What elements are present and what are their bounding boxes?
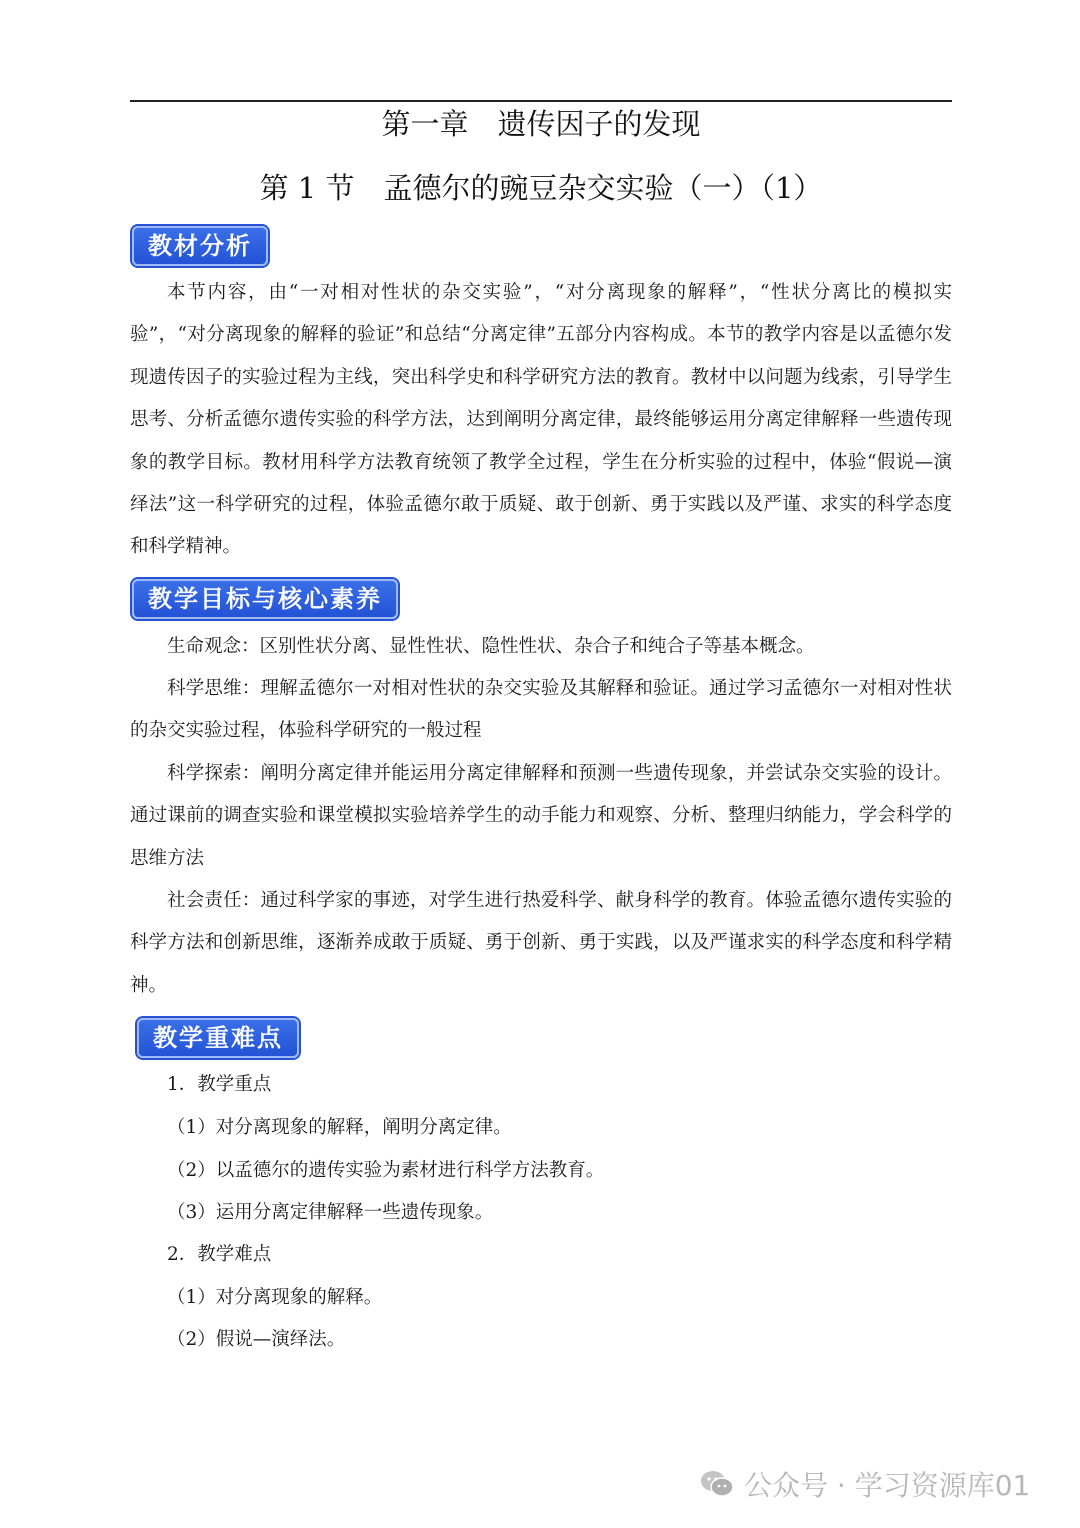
section-title: 第 1 节 孟德尔的豌豆杂交实验（一）（1） [259, 171, 823, 205]
watermark [700, 1462, 1030, 1506]
key-point-item: （1）对分离现象的解释，阐明分离定律。 [167, 1117, 512, 1138]
difficult-points-heading: 2．教学难点 [167, 1244, 272, 1265]
objective-social-responsibility: 社会责任：通过科学家的事迹，对学生进行热爱科学、献身科学的教育。体验孟德尔遗传实验的科学方法和创新思维，逐渐养成敢于质疑、勇于创新、勇于实践，以及严谨求实的科学态度和科学精神。 [130, 890, 952, 996]
objective-life-concept: 生命观念：区别性状分离、显性性状、隐性性状、杂合子和纯合子等基本概念。 [167, 636, 815, 657]
wechat-icon [700, 1469, 734, 1499]
objective-scientific-inquiry: 科学探索：阐明分离定律并能运用分离定律解释和预测一些遗传现象，并尝试杂交实验的设计。通过课前的调查实验和课堂模拟实验培养学生的动手能力和观察、分析、整理归纳能力，学会科学的思维方法 [130, 763, 952, 869]
key-points-heading: 1．教学重点 [167, 1074, 272, 1095]
badge-objectives: 教学目标与核心素养 [132, 579, 398, 619]
key-point-item: （3）运用分离定律解释一些遗传现象。 [167, 1202, 494, 1223]
badge-analysis: 教材分析 [132, 226, 268, 266]
difficult-point-item: （1）对分离现象的解释。 [167, 1287, 383, 1308]
difficult-point-item: （2）假说—演绎法。 [167, 1329, 346, 1350]
header-rule [130, 100, 952, 102]
watermark-text: 公众号 · 学习资源库01 [744, 1469, 1031, 1502]
analysis-paragraph: 本节内容，由“一对相对性状的杂交实验”，“对分离现象的解释”，“性状分离比的模拟实验”，“对分离现象的解释的验证”和总结“分离定律”五部分内容构成。本节的教学内容是以孟德尔发现遗传因子的实验过程为主线，突出科学史和科学研究方法的教育。教材中以问题为线索，引导学生思考、分析孟德尔遗传实验的科学方法，达到阐明分离定律，最终能够运用分离定律解释一些遗传现象的教学目标。教材用科学方法教育统领了教学全过程，学生在分析实验的过程中，体验“假说—演绎法”这一科学研究的过程，体验孟德尔敢于质疑、敢于创新、勇于实践以及严谨、求实的科学态度和科学精神。 [130, 282, 952, 558]
chapter-title: 第一章 遗传因子的发现 [381, 107, 701, 141]
objective-scientific-thinking: 科学思维：理解孟德尔一对相对性状的杂交实验及其解释和验证。通过学习孟德尔一对相对性状的杂交实验过程，体验科学研究的一般过程 [130, 678, 952, 742]
badge-key-points: 教学重难点 [137, 1018, 299, 1058]
key-point-item: （2）以孟德尔的遗传实验为素材进行科学方法教育。 [167, 1160, 605, 1181]
